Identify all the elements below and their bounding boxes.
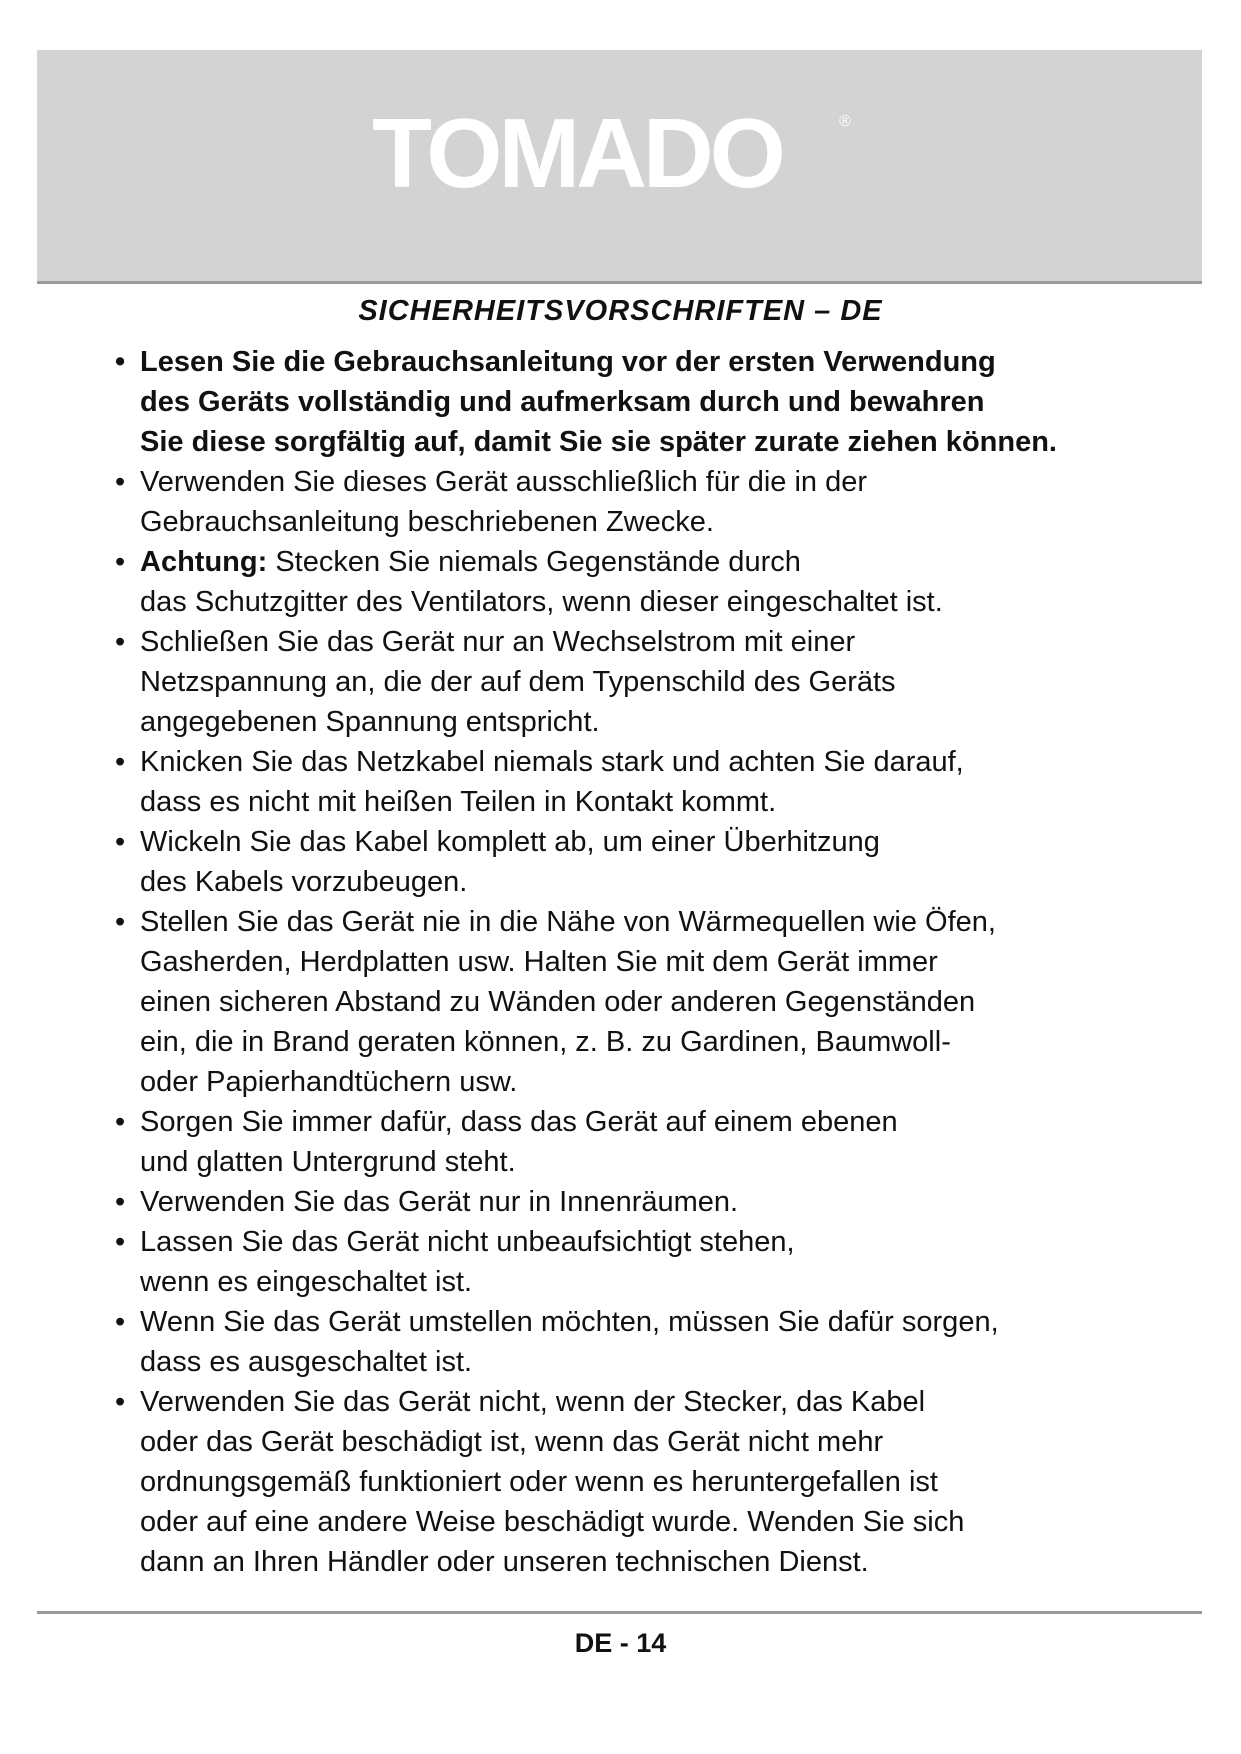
rule-text-line: Lesen Sie die Gebrauchsanleitung vor der ersten Verwendung: [140, 346, 996, 378]
brand-logo: [37, 50, 1202, 281]
safety-rule-item: [115, 622, 1185, 742]
bullet-icon: •: [115, 1306, 126, 1338]
rule-text-line: oder das Gerät beschädigt ist, wenn das Gerät nicht mehr: [140, 1426, 884, 1458]
rule-text-line: Sie diese sorgfältig auf, damit Sie sie später zurate ziehen können.: [140, 426, 1057, 458]
rule-text-line: Stellen Sie das Gerät nie in die Nähe von Wärmequellen wie Öfen,: [140, 906, 996, 938]
rule-text-line: oder auf eine andere Weise beschädigt wurde. Wenden Sie sich: [140, 1506, 965, 1538]
bullet-icon: •: [115, 826, 126, 858]
rule-text-line: dass es ausgeschaltet ist.: [140, 1346, 473, 1378]
warning-label: Achtung:: [140, 546, 268, 578]
rule-text-line: einen sicheren Abstand zu Wänden oder anderen Gegenständen: [140, 986, 976, 1018]
safety-rule-item: [115, 462, 1185, 542]
safety-rule-item: [115, 542, 1185, 622]
rule-text-line: dass es nicht mit heißen Teilen in Kontakt kommt.: [140, 786, 777, 818]
bullet-icon: •: [115, 1226, 126, 1258]
rule-text-line: [140, 542, 1185, 582]
rule-text-line: Knicken Sie das Netzkabel niemals stark und achten Sie darauf,: [140, 746, 964, 778]
brand-wordmark: TOMADO: [372, 98, 782, 208]
page-title: SICHERHEITSVORSCHRIFTEN – DE: [358, 295, 883, 327]
rule-text-line: Verwenden Sie dieses Gerät ausschließlich für die in der: [140, 466, 867, 498]
rule-text-line: Netzspannung an, die der auf dem Typenschild des Geräts: [140, 666, 896, 698]
safety-rule-item: [115, 1182, 1185, 1222]
rule-text-line: Wenn Sie das Gerät umstellen möchten, müssen Sie dafür sorgen,: [140, 1306, 999, 1338]
bullet-icon: •: [115, 546, 126, 578]
safety-rule-item: [115, 822, 1185, 902]
rule-text-line: dann an Ihren Händler oder unseren technischen Dienst.: [140, 1546, 869, 1578]
rule-text-line: oder Papierhandtüchern usw.: [140, 1066, 518, 1098]
rule-text-line: das Schutzgitter des Ventilators, wenn dieser eingeschaltet ist.: [140, 586, 943, 618]
rule-text: Stecken Sie niemals Gegenstände durch: [275, 546, 801, 578]
page-number: DE - 14: [574, 1628, 667, 1658]
safety-rule-item: [115, 1302, 1185, 1382]
safety-rule-item: [115, 1102, 1185, 1182]
bullet-icon: •: [115, 1386, 126, 1418]
safety-rule-item: [115, 902, 1185, 1102]
rule-text-line: angegebenen Spannung entspricht.: [140, 706, 600, 738]
bullet-icon: •: [115, 346, 126, 378]
bullet-icon: •: [115, 1186, 126, 1218]
rule-text-line: ein, die in Brand geraten können, z. B. zu Gardinen, Baumwoll-: [140, 1026, 951, 1058]
safety-rule-item: [115, 742, 1185, 822]
bullet-icon: •: [115, 746, 126, 778]
safety-rules-list: [115, 342, 1185, 1582]
rule-text-line: ordnungsgemäß funktioniert oder wenn es heruntergefallen ist: [140, 1466, 938, 1498]
bullet-icon: •: [115, 906, 126, 938]
registered-mark: ®: [839, 113, 851, 130]
footer-divider: [37, 1611, 1202, 1614]
safety-rule-item: [115, 1382, 1185, 1582]
rule-text-line: Lassen Sie das Gerät nicht unbeaufsichtigt stehen,: [140, 1226, 795, 1258]
safety-rule-item: [115, 342, 1185, 462]
bullet-icon: •: [115, 466, 126, 498]
header-band: [37, 50, 1202, 284]
rule-text-line: wenn es eingeschaltet ist.: [140, 1266, 473, 1298]
safety-rule-item: [115, 1222, 1185, 1302]
rule-text-line: Wickeln Sie das Kabel komplett ab, um einer Überhitzung: [140, 826, 880, 858]
rule-text-line: des Geräts vollständig und aufmerksam durch und bewahren: [140, 386, 985, 418]
rule-text-line: Verwenden Sie das Gerät nicht, wenn der Stecker, das Kabel: [140, 1386, 926, 1418]
rule-text-line: des Kabels vorzubeugen.: [140, 866, 468, 898]
rule-text-line: Gasherden, Herdplatten usw. Halten Sie mit dem Gerät immer: [140, 946, 938, 978]
bullet-icon: •: [115, 626, 126, 658]
rule-text-line: Sorgen Sie immer dafür, dass das Gerät auf einem ebenen: [140, 1106, 898, 1138]
rule-text-line: und glatten Untergrund steht.: [140, 1146, 516, 1178]
rule-text-line: Schließen Sie das Gerät nur an Wechselstrom mit einer: [140, 626, 856, 658]
rule-text-line: Gebrauchsanleitung beschriebenen Zwecke.: [140, 506, 714, 538]
rule-text-line: Verwenden Sie das Gerät nur in Innenräumen.: [140, 1186, 739, 1218]
bullet-icon: •: [115, 1106, 126, 1138]
